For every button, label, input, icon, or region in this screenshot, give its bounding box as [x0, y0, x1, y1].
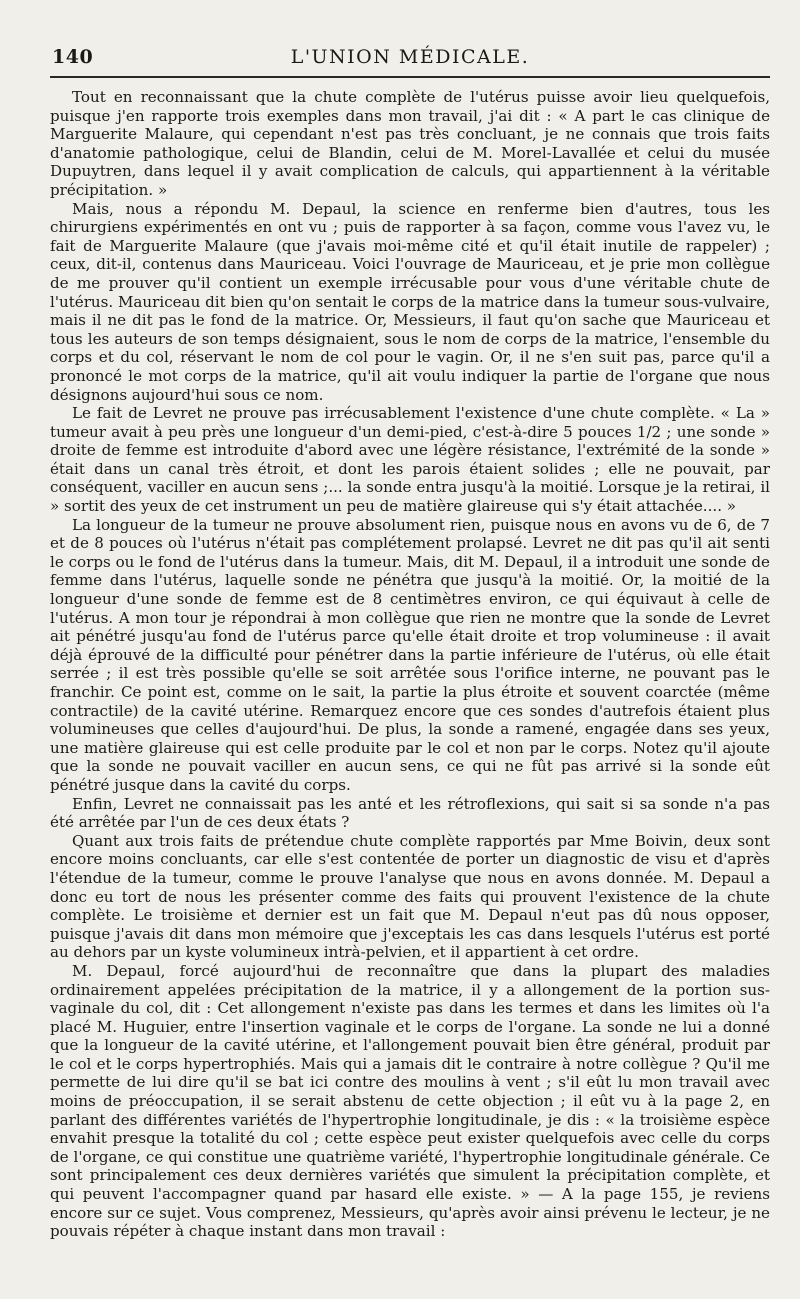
journal-title: L'UNION MÉDICALE.: [290, 46, 530, 68]
paragraph: La longueur de la tumeur ne prouve absolument rien, puisque nous en avons vu de 6, de 7 et de 8 pouces où l'utérus n'était pas complétement prolapsé. Levret ne dit pas qu'il ait senti le corps ou le fond de l'utérus dans la tumeur. Mais, dit M. Depaul, il a introduit une sonde de femme dans l'utérus, laquelle sonde ne pénétra que jusqu'à la moitié. Or, la moitié de la longueur d'une sonde de femme est de 8 centimètres environ, ce qui équivaut à celle de l'utérus. A mon tour je répondrai à mon collègue que rien ne montre que la sonde de Levret ait pénétré jusqu'au fond de l'utérus parce qu'elle était droite et trop volumineuse : il avait déjà éprouvé de la difficulté pour pénétrer dans la partie inférieure de l'utérus, où elle était serrée ; il est très possible qu'elle se soit arrêtée sous l'orifice interne, ne pouvant pas le franchir. Ce point est, comme on le sait, la partie la plus étroite et souvent coarctée (même contractile) de la cavité utérine. Remarquez encore que ces sondes d'autrefois étaient plus volumineuses que celles d'aujourd'hui. De plus, la sonde a ramené, engagée dans ses yeux, une matière glaireuse qui est celle produite par le col et non par le corps. Notez qu'il ajoute que la sonde ne pouvait vaciller en aucun sens, ce qui ne fût pas arrivé si la sonde eût pénétré jusque dans la cavité du corps.: [50, 515, 770, 794]
paragraph: Quant aux trois faits de prétendue chute complète rapportés par Mme Boivin, deux sont encore moins concluants, car elle s'est contentée de porter un diagnostic de visu et d'après l'étendue de la tumeur, comme le prouve l'analyse que nous en avons donnée. M. Depaul a donc eu tort de nous les présenter comme des faits qui prouvent l'existence de la chute complète. Le troisième et dernier est un fait que M. Depaul n'eut pas dû nous opposer, puisque j'avais dit dans mon mémoire que j'exceptais les cas dans lesquels l'utérus est porté au dehors par un kyste volumineux intrà-pelvien, et il appartient à cet ordre.: [50, 831, 770, 962]
header-rule: [50, 76, 770, 78]
paragraph: Tout en reconnaissant que la chute complète de l'utérus puisse avoir lieu quelquefois, puisque j'en rapporte trois exemples dans mon travail, j'ai dit : « A part le cas clinique de Marguerite Malaure, qui cependant n'est pas très concluant, je ne connais que trois faits d'anatomie pathologique, celui de Blandin, celui de M. Morel-Lavallée et celui du musée Dupuytren, dans lequel il y avait complication de calculs, qui appartiennent à la véritable précipitation. »: [50, 88, 770, 199]
running-header: [50, 38, 770, 72]
article-body: [50, 88, 770, 1241]
page-number: 140: [52, 46, 94, 68]
paragraph: Le fait de Levret ne prouve pas irrécusablement l'existence d'une chute complète. « La » tumeur avait à peu près une longueur d'un demi-pied, c'est-à-dire 5 pouces 1/2 ; une sonde » droite de femme est introduite d'abord avec une légère résistance, l'extrémité de la sonde » était dans un canal très étroit, et dont les parois étaient solides ; elle ne pouvait, par conséquent, vaciller en aucun sens ;... la sonde entra jusqu'à la moitié. Lorsque je la retirai, il » sortit des yeux de cet instrument un peu de matière glaireuse qui s'y était attachée.... »: [50, 404, 770, 516]
paragraph: Enfin, Levret ne connaissait pas les anté et les rétroflexions, qui sait si sa sonde n'a pas été arrêtée par l'un de ces deux états ?: [50, 794, 770, 832]
paragraph: Mais, nous a répondu M. Depaul, la science en renferme bien d'autres, tous les chirurgiens expérimentés en ont vu ; puis de rapporter à sa façon, comme vous l'avez vu, le fait de Marguerite Malaure (que j'avais moi-même cité et qu'il était inutile de rappeler) ; ceux, dit-il, contenus dans Mauriceau. Voici l'ouvrage de Mauriceau, et je prie mon collègue de me prouver qu'il contient un exemple irrécusable pour vous d'une véritable chute de l'utérus. Mauriceau dit bien qu'on sentait le corps de la matrice dans la tumeur sous-vulvaire, mais il ne dit pas le fond de la matrice. Or, Messieurs, il faut qu'on sache que Mauriceau et tous les auteurs de son temps désignaient, sous le nom de corps de la matrice, l'ensemble du corps et du col, réservant le nom de col pour le vagin. Or, il ne s'en suit pas, parce qu'il a prononcé le mot corps de la matrice, qu'il ait voulu indiquer la partie de l'organe que nous désignons aujourd'hui sous ce nom.: [50, 199, 770, 404]
paragraph: M. Depaul, forcé aujourd'hui de reconnaître que dans la plupart des maladies ordinairement appelées précipitation de la matrice, il y a allongement de la portion sus-vaginale du col, dit : Cet allongement n'existe pas dans les termes et dans les limites où l'a placé M. Huguier, entre l'insertion vaginale et le corps de l'organe. La sonde ne lui a donné que la longueur de la cavité utérine, et l'allongement pouvait bien être général, produit par le col et le corps hypertrophiés. Mais qui a jamais dit le contraire à notre collègue ? Qu'il me permette de lui dire qu'il se bat ici contre des moulins à vent ; s'il eût lu mon travail avec moins de préoccupation, il se serait abstenu de cette objection ; il eût vu à la page 2, en parlant des différentes variétés de l'hypertrophie longitudinale, je dis : « la troisième espèce envahit presque la totalité du col ; cette espèce peut exister quelquefois avec celle du corps de l'organe, ce qui constitue une quatrième variété, l'hypertrophie longitudinale générale. Ce sont principalement ces deux dernières variétés que simulent la précipitation complète, et qui peuvent l'accompagner quand par hasard elle existe. » — A la page 155, je reviens encore sur ce sujet. Vous comprenez, Messieurs, qu'après avoir ainsi prévenu le lecteur, je ne pouvais répéter à chaque instant dans mon travail :: [50, 961, 770, 1241]
